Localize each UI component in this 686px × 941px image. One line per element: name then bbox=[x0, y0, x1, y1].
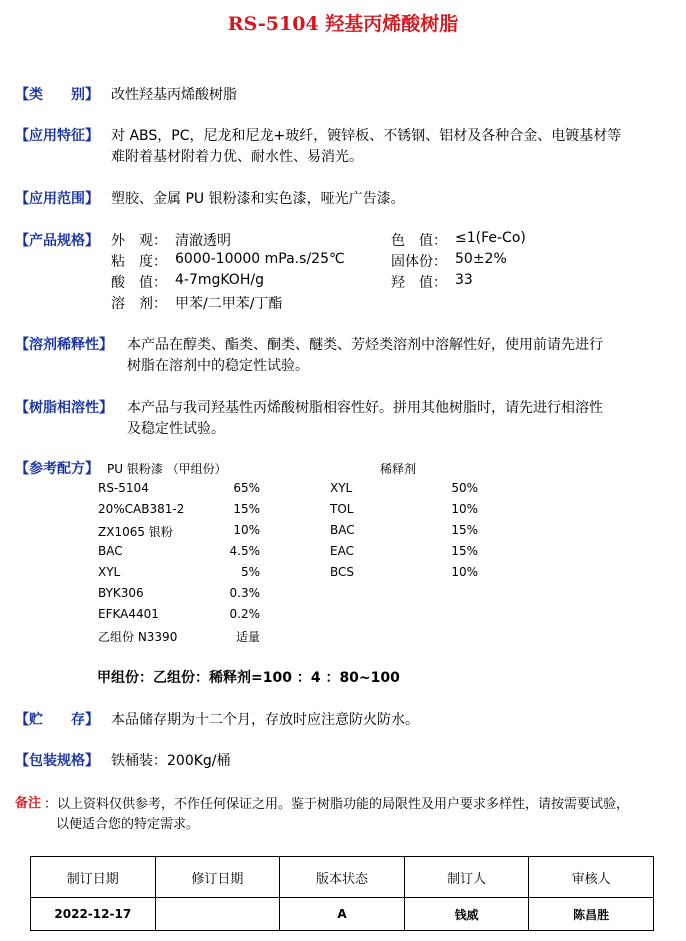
formula-item-percent: 0.3% bbox=[229, 586, 260, 600]
cell-author: 钱威 bbox=[404, 898, 529, 931]
formula-item-name: BYK306 bbox=[98, 586, 144, 600]
features-label: 【应用特征】 bbox=[15, 128, 99, 144]
packaging-value: 铁桶装：200Kg/桶 bbox=[111, 753, 231, 769]
header-revision-date: 修订日期 bbox=[155, 857, 280, 898]
formula-item-percent: 适量 bbox=[235, 630, 260, 644]
thinner-title: 稀释剂 bbox=[380, 462, 417, 476]
cell-revision-date bbox=[155, 898, 280, 931]
formula-item-percent: 10% bbox=[451, 565, 478, 579]
formula-item-name: BAC bbox=[330, 523, 355, 537]
acid-label: 酸 值： bbox=[111, 275, 167, 291]
acid-value: 4-7mgKOH/g bbox=[175, 272, 264, 288]
formula-item-percent: 4.5% bbox=[229, 544, 260, 558]
formula-item-percent: 65% bbox=[233, 481, 260, 495]
header-version: 版本状态 bbox=[280, 857, 405, 898]
formula-item-name: RS-5104 bbox=[98, 481, 149, 495]
compat-line-2: 及稳定性试验。 bbox=[127, 421, 225, 437]
hydroxyl-value: 33 bbox=[455, 272, 473, 288]
category-label: 【类 别】 bbox=[15, 87, 99, 103]
mix-ratio: 甲组份：乙组份：稀释剂=100 ：4 ：80~100 bbox=[97, 670, 400, 686]
solvent-label: 溶 剂： bbox=[111, 296, 167, 312]
appearance-value: 清澈透明 bbox=[175, 233, 231, 249]
formula-item-percent: 15% bbox=[451, 544, 478, 558]
storage-label: 【贮 存】 bbox=[15, 712, 99, 728]
viscosity-label: 粘 度： bbox=[111, 254, 167, 270]
formula-item-percent: 15% bbox=[451, 523, 478, 537]
formula-item-percent: 50% bbox=[451, 481, 478, 495]
dilution-label: 【溶剂稀释性】 bbox=[15, 337, 113, 353]
specs-label: 【产品规格】 bbox=[15, 233, 99, 249]
formula-item-name: XYL bbox=[98, 565, 121, 579]
formula-label: 【参考配方】 bbox=[15, 461, 99, 477]
header-author: 制订人 bbox=[404, 857, 529, 898]
cell-reviewer: 陈昌胜 bbox=[529, 898, 654, 931]
formula-item-name: EFKA4401 bbox=[98, 607, 159, 621]
formula-item-name: BCS bbox=[330, 565, 355, 579]
hydroxyl-label: 羟 值： bbox=[391, 275, 447, 291]
formula-item-name: 20%CAB381-2 bbox=[98, 502, 185, 516]
formula-item-percent: 5% bbox=[240, 565, 260, 579]
formula-item-percent: 10% bbox=[233, 523, 260, 537]
compat-line-1: 本产品与我司羟基性丙烯酸树脂相容性好。拼用其他树脂时，请先进行相溶性 bbox=[127, 400, 603, 416]
features-line-2: 难附着基材附着力优、耐水性、易消光。 bbox=[111, 149, 363, 165]
dilution-line-1: 本产品在醇类、酯类、酮类、醚类、芳烃类溶剂中溶解性好，使用前请先进行 bbox=[127, 337, 603, 353]
remark-label: 备注 bbox=[15, 796, 42, 811]
revision-table bbox=[30, 856, 654, 931]
compat-label: 【树脂相溶性】 bbox=[15, 400, 113, 416]
remark-line-2: 以便适合您的特定需求。 bbox=[56, 817, 200, 832]
solids-label: 固体份： bbox=[391, 254, 447, 270]
part-a-title: PU 银粉漆 （甲组份） bbox=[107, 462, 227, 476]
header-issue-date: 制订日期 bbox=[31, 857, 156, 898]
page-title: RS-5104 羟基丙烯酸树脂 bbox=[227, 13, 459, 35]
color-label: 色 值： bbox=[391, 233, 447, 249]
viscosity-value: 6000-10000 mPa.s/25℃ bbox=[175, 251, 345, 267]
storage-value: 本品储存期为十二个月，存放时应注意防火防水。 bbox=[111, 712, 419, 728]
scope-value: 塑胶、金属 PU 银粉漆和实色漆，哑光广告漆。 bbox=[111, 191, 405, 207]
cell-version: A bbox=[280, 898, 405, 931]
dilution-line-2: 树脂在溶剂中的稳定性试验。 bbox=[127, 358, 309, 374]
category-value: 改性羟基丙烯酸树脂 bbox=[111, 87, 237, 103]
formula-item-percent: 15% bbox=[233, 502, 260, 516]
formula-item-name: EAC bbox=[330, 544, 354, 558]
color-value: ≤1(Fe-Co) bbox=[455, 230, 526, 246]
features-line-1: 对 ABS，PC，尼龙和尼龙+玻纤，镀锌板、不锈钢、铝材及各种合金、电镀基材等 bbox=[111, 128, 622, 144]
solids-value: 50±2% bbox=[455, 251, 507, 267]
formula-item-percent: 10% bbox=[451, 502, 478, 516]
remark-line-1: ：以上资料仅供参考，不作任何保证之用。鉴于树脂功能的局限性及用户要求多样性，请按需要试验， bbox=[44, 797, 630, 812]
scope-label: 【应用范围】 bbox=[15, 191, 99, 207]
formula-item-name: ZX1065 银粉 bbox=[98, 525, 173, 539]
formula-item-percent: 0.2% bbox=[229, 607, 260, 621]
packaging-label: 【包装规格】 bbox=[15, 753, 99, 769]
header-reviewer: 审核人 bbox=[529, 857, 654, 898]
cell-issue-date: 2022-12-17 bbox=[31, 898, 156, 931]
formula-item-name: BAC bbox=[98, 544, 123, 558]
formula-item-name: TOL bbox=[330, 502, 354, 516]
appearance-label: 外 观： bbox=[111, 233, 167, 249]
formula-item-name: 乙组份 N3390 bbox=[98, 630, 178, 644]
formula-item-name: XYL bbox=[330, 481, 353, 495]
solvent-value: 甲苯/二甲苯/丁酯 bbox=[175, 296, 283, 312]
